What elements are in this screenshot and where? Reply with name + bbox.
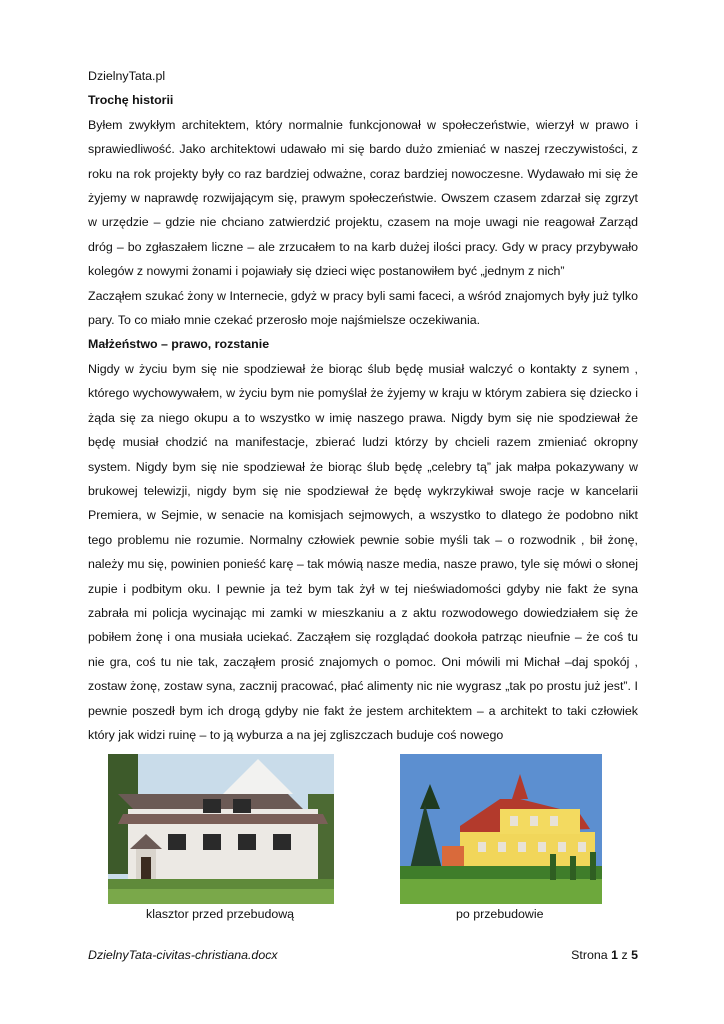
document-body: [88, 64, 638, 747]
section-heading-history: Trochę historii: [88, 93, 174, 108]
page-prefix: Strona: [571, 948, 608, 962]
photo-before: [108, 754, 334, 921]
paragraph-history-2: Zacząłem szukać żony w Internecie, gdyż w pracy byli sami faceci, a wśród znajomych były już tylko pary. To co miało mnie czekać przerosło moje najśmielsze oczekiwania.: [88, 288, 638, 328]
page-total: 5: [631, 948, 638, 962]
caption-before: klasztor przed przebudową: [146, 907, 295, 921]
caption-after: po przebudowie: [456, 907, 544, 921]
site-name: DzielnyTata.pl: [88, 69, 166, 83]
figures: [108, 754, 604, 924]
section-heading-marriage: Małżeństwo – prawo, rozstanie: [88, 337, 270, 352]
photo-after: [400, 754, 602, 921]
paragraph-history-1: Byłem zwykłym architektem, który normalnie funkcjonował w społeczeństwie, wierzył w prawo i sprawiedliwość. Jako architektowi udawało mi się bardo dużo zmieniać w naszej rzeczywistości, z roku na rok projekty były co raz bardziej odważne, coraz bardziej nowoczesne. Wydawało mi się że żyjemy w naprawdę rozwijającym się, prawym społeczeństwie. Owszem czasem zdarzał się zgrzyt w urzędzie – gdzie nie chciano zatwierdzić projektu, czasem na moje uwagi nie reagował Zarząd dróg – bo zgłaszałem liczne – ale zrzucałem to na karb dużej ilości pracy. Gdy w pracy przybywało kolegów z nowymi żonami i pojawiały się dzieci więc postanowiłem być „jednym z nich”: [88, 117, 638, 279]
page-number: [571, 948, 638, 962]
page-sep: z: [621, 948, 628, 962]
page-current: 1: [611, 948, 618, 962]
paragraph-marriage: Nigdy w życiu bym się nie spodziewał że biorąc ślub będę musiał walczyć o kontakty z synem , którego wychowywałem, w życiu bym nie pomyślał że żyjemy w kraju w którym zabiera się dziecko i żąda się za niego okupu a to wszystko w imię naszego prawa. Nigdy bym się nie spodziewał że będę musiał chodzić na manifestacje, zbierać ludzi którzy by chcieli razem zmieniać okropny system. Nigdy bym się nie spodziewał że biorąc ślub będę „celebry tą” jak małpa pokazywany w brukowej telewizji, nigdy bym się nie spodziewał że będę wykrzykiwał swoje racje w kancelarii Premiera, w Sejmie, w senacie na komisjach sejmowych, a wszystko to dlatego że podobno nikt tego problemu nie rozumie. Normalny człowiek pewnie sobie myśli tak – o rozwodnik , bił żonę, należy mu się, powinien ponieść karę – tak mówią nasze media, nasze prawo, tyle się mówi o słonej zupie i podbitym oku. I pewnie ja też bym tak żył w tej nieświadomości gdyby nie fakt że syna zabrała mi policja wycinając mi zamki w mieszkaniu a z aktu rozwodowego dowiedziałem się że pobiłem żonę i ona musiała uciekać. Zacząłem się rozglądać dookoła patrząc nieufnie – że coś tu nie gra, coś tu nie tak, zacząłem prosić znajomych o pomoc. Oni mówili mi Michał –daj spokój , zostaw żonę, zostaw syna, zacznij pracować, płać alimenty nic nie wygrasz „tak po prostu już jest”. I pewnie poszedł bym ich drogą gdyby nie fakt że jestem architektem – a architekt to taki człowiek który jak widzi ruinę – to ją wyburza a na jej zgliszczach buduje coś nowego: [88, 361, 638, 742]
footer-filename: DzielnyTata-civitas-christiana.docx: [88, 948, 278, 962]
